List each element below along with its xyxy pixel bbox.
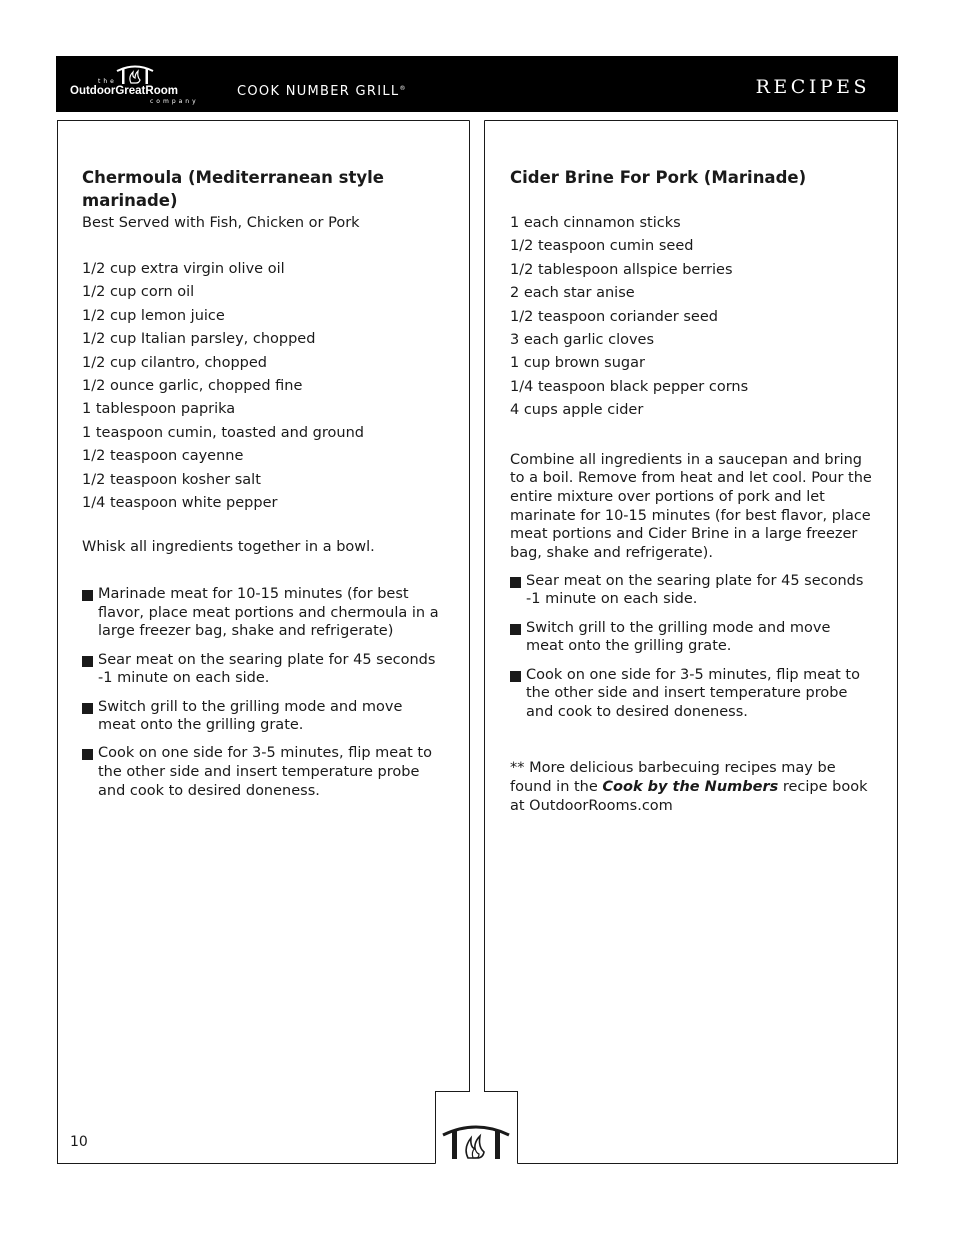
recipe-instruction: Combine all ingredients in a saucepan and bring to a boil. Remove from heat and let cool. Pour the entire mixture over portions of pork and let marinate for 10-15 minutes (for best flavor, place meat portions and Cider Brine in a large freezer bag, shake and refrigerate).: [510, 451, 872, 562]
recipe-subtitle: Best Served with Fish, Chicken or Pork: [82, 215, 360, 231]
step-list: [82, 585, 444, 801]
recipe-instruction: Whisk all ingredients together in a bowl.: [82, 539, 375, 556]
step-text: Cook on one side for 3-5 minutes, flip meat to the other side and insert temperature probe and cook to desired doneness.: [98, 745, 432, 799]
step-text: Switch grill to the grilling mode and move meat onto the grilling grate.: [526, 619, 831, 655]
logo-company-text: company: [150, 98, 199, 105]
step-text: Sear meat on the searing plate for 45 seconds -1 minute on each side.: [526, 572, 864, 608]
ingredient-item: 1/2 teaspoon kosher salt: [82, 471, 261, 488]
ingredient-item: 1/2 teaspoon cumin seed: [510, 238, 694, 255]
ingredient-item: 1/2 cup lemon juice: [82, 307, 225, 324]
recipe-title: Cider Brine For Pork (Marinade): [510, 168, 807, 187]
square-bullet-icon: [510, 577, 521, 588]
logo-main-text: OutdoorGreatRoom: [70, 85, 178, 97]
chermoula-recipe: [82, 166, 444, 810]
ingredient-item: 1 each cinnamon sticks: [510, 215, 681, 231]
ingredient-item: 1 tablespoon paprika: [82, 401, 236, 418]
section-title: RECIPES: [755, 76, 870, 98]
step-item: [82, 651, 444, 688]
logo-the-text: the: [98, 78, 117, 85]
ingredient-item: 1/2 ounce garlic, chopped fine: [82, 377, 303, 394]
step-item: [510, 572, 872, 609]
square-bullet-icon: [510, 624, 521, 635]
arch-flame-icon: [441, 1121, 511, 1161]
step-item: [510, 666, 872, 722]
step-text: Marinade meat for 10-15 minutes (for best flavor, place meat portions and chermoula in a large freezer bag, shake and refrigerate): [98, 586, 439, 640]
ingredient-item: 4 cups apple cider: [510, 402, 644, 419]
square-bullet-icon: [82, 749, 93, 760]
book-title: Cook by the Numbers: [602, 778, 779, 795]
square-bullet-icon: [82, 590, 93, 601]
step-item: [82, 698, 444, 735]
recipe-title: Chermoula (Mediterranean style marinade): [82, 168, 384, 210]
step-text: Sear meat on the searing plate for 45 seconds -1 minute on each side.: [98, 651, 436, 687]
ingredient-item: 1/2 teaspoon cayenne: [82, 448, 244, 465]
ingredient-item: 2 each star anise: [510, 285, 635, 302]
registered-mark: ®: [399, 85, 406, 92]
note-prefix: ** More delicious barbecuing recipes may be found in the: [510, 760, 836, 795]
step-item: [510, 619, 872, 656]
step-list: [510, 572, 872, 722]
ingredient-item: 1/2 cup Italian parsley, chopped: [82, 331, 316, 348]
ingredient-item: 1/2 cup cilantro, chopped: [82, 354, 268, 371]
step-item: [82, 744, 444, 800]
note-suffix: recipe book at OutdoorRooms.com: [510, 778, 868, 814]
ingredient-item: 1/2 cup extra virgin olive oil: [82, 261, 285, 277]
square-bullet-icon: [82, 656, 93, 667]
page-number: 10: [70, 1134, 88, 1150]
ingredient-item: 1 teaspoon cumin, toasted and ground: [82, 424, 364, 441]
more-recipes-note: [510, 759, 872, 815]
ingredient-item: 1/4 teaspoon black pepper corns: [510, 378, 749, 395]
step-item: [82, 585, 444, 641]
ingredient-item: 1/2 tablespoon allspice berries: [510, 261, 733, 278]
step-text: Cook on one side for 3-5 minutes, flip meat to the other side and insert temperature probe and cook to desired doneness.: [526, 666, 860, 720]
ingredient-list: [82, 258, 444, 515]
square-bullet-icon: [82, 703, 93, 714]
cider-brine-recipe: [510, 166, 872, 815]
ingredient-item: 1/2 teaspoon coriander seed: [510, 308, 718, 325]
ingredient-item: 1/4 teaspoon white pepper: [82, 494, 278, 511]
ingredient-list: [510, 212, 872, 423]
product-label: COOK NUMBER GRILL: [237, 84, 400, 99]
ingredient-item: 1/2 cup corn oil: [82, 284, 195, 301]
ingredient-item: 3 each garlic cloves: [510, 331, 655, 348]
square-bullet-icon: [510, 671, 521, 682]
step-text: Switch grill to the grilling mode and move meat onto the grilling grate.: [98, 698, 403, 734]
ingredient-item: 1 cup brown sugar: [510, 355, 645, 372]
